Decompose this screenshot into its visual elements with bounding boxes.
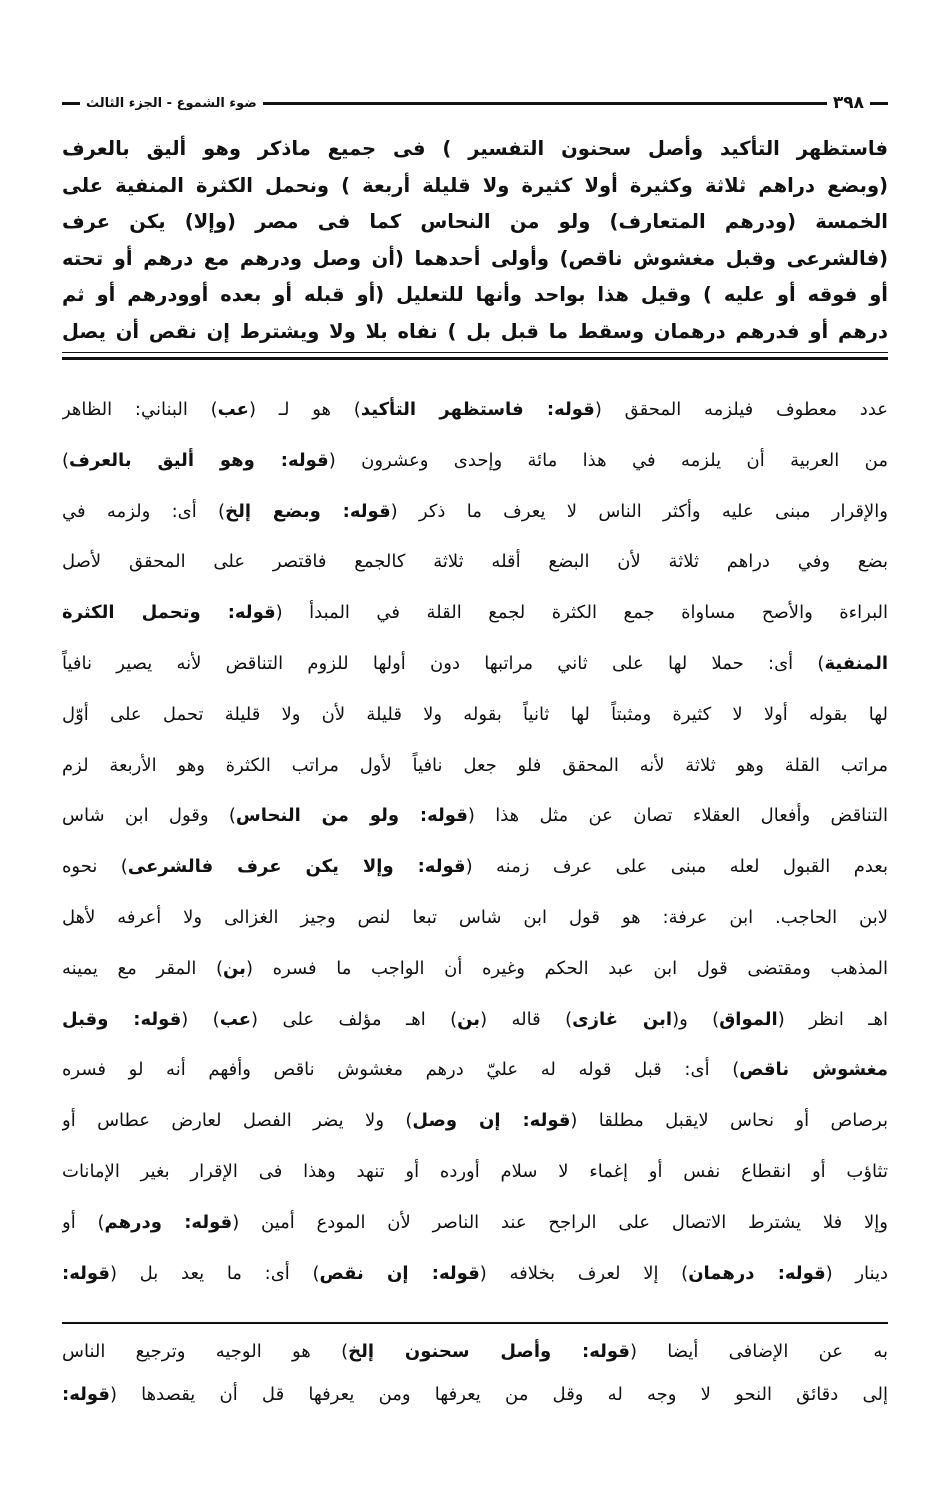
header-rule <box>263 102 827 105</box>
commentary-line <box>62 1045 888 1096</box>
quoted-lemma: قوله: <box>62 1262 110 1284</box>
quoted-lemma: ابن غازى <box>572 1008 673 1030</box>
main-text <box>62 131 888 351</box>
text-segment: من العربية أن يلزمه في هذا مائة وإحدى وعشرون ( <box>328 449 888 471</box>
separator-rule-thick <box>62 357 888 360</box>
text-segment: ) أى: ما يعد بل ( <box>109 1262 320 1284</box>
footnote-line <box>62 1373 888 1416</box>
quoted-lemma: قوله: وقبل <box>62 1008 182 1030</box>
running-header <box>62 90 888 116</box>
quoted-lemma: قوله: وأصل سحنون إلخ <box>348 1341 630 1362</box>
quoted-lemma: قوله: وبضع إلخ <box>225 500 391 522</box>
quoted-lemma: المنفية <box>824 652 888 674</box>
quoted-lemma: قوله: وإلا يكن عرف فالشرعى <box>127 856 466 878</box>
text-segment: لها بقوله أولا لا كثيرة ومثبتاً لها ثانياً بقوله ولا قليلة لأن ولا قليلة تحمل على أوّل <box>62 703 888 725</box>
text-segment: إلى دقائق النحو لا وجه له وقل من يعرفها ومن يعرفها قل أن يقصدها ( <box>109 1384 888 1405</box>
quoted-lemma: قوله: إن وصل <box>412 1110 571 1132</box>
main-line: فاستظهر التأكيد وأصل سحنون التفسير ) فى جميع ماذكر وهو أليق بالعرف <box>62 137 888 160</box>
page-number: ٣٩٨ <box>832 93 864 113</box>
commentary-line <box>62 588 888 639</box>
quoted-lemma: قوله: إن نقص <box>319 1262 480 1284</box>
text-segment: بضع وفي دراهم ثلاثة لأن البضع أقله ثلاثة كالجمع فاقتصر على المحقق لأصل <box>62 551 888 573</box>
separator-rule-thin <box>62 352 888 353</box>
quoted-lemma: قوله: درهمان <box>688 1262 826 1284</box>
text-segment: ) ( <box>181 1008 220 1030</box>
quoted-lemma: قوله: وهو أليق بالعرف <box>69 449 329 471</box>
text-segment: ) ولا يضر الفصل لعارض عطاس أو <box>62 1110 413 1132</box>
text-segment: ) أى: قبل قوله له عليّ درهم مغشوش ناقص وأفهم أنه لو فسره <box>62 1059 740 1081</box>
quoted-lemma: بن <box>222 957 246 979</box>
quoted-lemma: عب <box>219 1008 252 1030</box>
main-line: (فالشرعى وقبل مغشوش ناقص) وأولى أحدهما (أن وصل ودرهم مع درهم أو تحته <box>62 246 888 270</box>
text-segment: ) أى: ولزمه في <box>62 500 226 522</box>
commentary-text <box>62 385 888 1299</box>
text-segment: ) نحوه <box>62 856 128 878</box>
text-segment: عدد معطوف فيلزمه المحقق ( <box>594 399 888 420</box>
text-segment: والإقرار مبنى عليه وأكثر الناس لا يعرف ما ذكر ( <box>390 500 888 522</box>
quoted-lemma: قوله: ودرهم <box>104 1211 233 1233</box>
quoted-lemma: قوله: فاستظهر التأكيد <box>360 399 595 420</box>
running-title: ضوء الشموع - الجزء الثالث <box>86 95 257 111</box>
text-segment: ) المقر مع يمينه <box>62 957 223 979</box>
quoted-lemma: قوله: <box>62 1384 110 1405</box>
main-line: درهم أو فدرهم درهمان وسقط ما قبل بل ) نفاه بلا ولا ويشترط إن نقص أن يصل <box>62 319 888 343</box>
quoted-lemma: قوله: ولو من النحاس <box>235 805 468 827</box>
text-segment: وإلا فلا يشترط الاتصال على الراجح عند الناصر لأن المودع أمين ( <box>232 1211 888 1233</box>
commentary-line <box>62 1147 888 1198</box>
text-segment: ) <box>62 449 70 471</box>
commentary-line <box>62 842 888 893</box>
quoted-lemma: قوله: وتحمل الكثرة <box>62 602 276 624</box>
text-segment: ) هو لـ ( <box>248 399 361 420</box>
quoted-lemma: مغشوش ناقص <box>739 1059 888 1081</box>
main-line: الخمسة (ودرهم المتعارف) ولو من النحاس كما فى مصر (وإلا) يكن عرف <box>62 210 888 234</box>
text-segment: ) أى: حملا لها على ثاني مراتبها دون أولها للزوم التناقض لأنه يصير نافياً <box>62 652 825 674</box>
commentary-line <box>62 385 888 436</box>
commentary-line <box>62 1096 888 1147</box>
text-segment: بعدم القبول لعله مبنى على عرف زمنه ( <box>465 856 888 878</box>
text-segment: برصاص أو نحاس لايقبل مطلقا ( <box>570 1110 888 1132</box>
quoted-lemma: عب <box>217 399 249 420</box>
text-segment: دينار ( <box>825 1262 888 1284</box>
footnote-text <box>62 1330 888 1416</box>
footnote-line <box>62 1330 888 1373</box>
main-line: أو فوقه أو عليه ) وقيل هذا بواحد وأنها للتعليل (أو قبله أو بعده أوودرهم أو ثم <box>62 283 888 307</box>
main-line: (وبضع دراهم ثلاثة وكثيرة أولا كثيرة ولا قليلة أربعة ) ونحمل الكثرة المنفية على <box>62 173 888 197</box>
quoted-lemma: بن <box>457 1008 481 1030</box>
quoted-lemma: المواق <box>719 1008 778 1030</box>
text-segment: ) أو <box>62 1211 105 1233</box>
commentary-line <box>62 944 888 995</box>
text-segment: المذهب ومقتضى قول ابن عبد الحكم وغيره أن الواجب ما فسره ( <box>245 957 888 979</box>
commentary-line <box>62 791 888 842</box>
commentary-line <box>62 487 888 538</box>
text-segment: ) هو الوجيه وترجيع الناس <box>62 1341 349 1362</box>
commentary-line <box>62 537 888 588</box>
text-segment: به عن الإضافى أيضا ( <box>629 1341 888 1362</box>
header-rule <box>62 102 80 105</box>
text-segment: مراتب القلة وهو ثلاثة لأنه المحقق فلو جعل نافياً لأول مراتب الكثرة وهو الأربعة لزم <box>62 754 888 776</box>
text-segment: اهـ انظر ( <box>777 1008 888 1030</box>
commentary-line <box>62 690 888 741</box>
text-segment: التناقض وأفعال العقلاء تصان عن مثل هذا ( <box>467 805 888 827</box>
text-segment: ) وقول ابن شاس <box>62 805 236 827</box>
commentary-line <box>62 995 888 1046</box>
text-segment: ) قاله ( <box>480 1008 573 1030</box>
text-segment: البراءة والأصح مساواة جمع الكثرة لجمع القلة في المبدأ ( <box>275 602 888 624</box>
text-segment: تثاؤب أو انقطاع نفس أو إغماء لا سلام أورده أو تنهد وهذا فى الإقرار بغير الإمانات <box>62 1160 888 1182</box>
header-rule <box>870 102 888 105</box>
commentary-line <box>62 741 888 792</box>
commentary-line <box>62 1249 888 1300</box>
text-segment: ) و( <box>672 1008 720 1030</box>
commentary-line <box>62 436 888 487</box>
text-segment: ) البناني: الظاهر <box>62 399 218 420</box>
text-segment: لابن الحاجب. ابن عرفة: هو قول ابن شاس تبعا لنص وجيز الغزالى ولا أعرفه لأهل <box>62 906 888 928</box>
commentary-line <box>62 1198 888 1249</box>
text-segment: ) إلا لعرف بخلافه ( <box>479 1262 689 1284</box>
text-segment: ) اهـ مؤلف على ( <box>251 1008 458 1030</box>
footnote-rule <box>62 1322 888 1324</box>
commentary-line <box>62 639 888 690</box>
commentary-line <box>62 893 888 944</box>
